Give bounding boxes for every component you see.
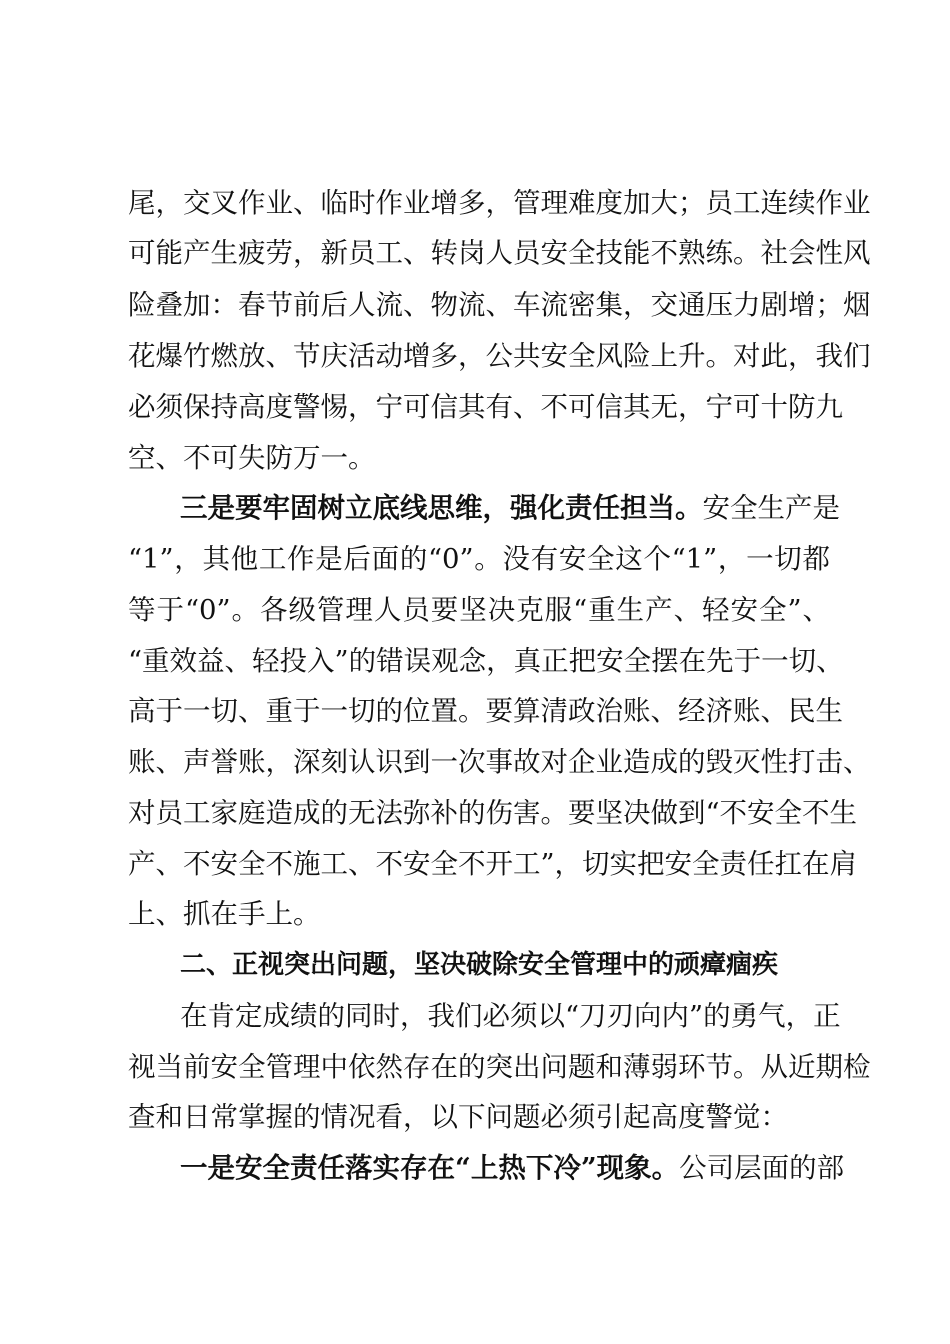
- paragraph-4-lead: 一是安全责任落实存在“上热下冷”现象。: [180, 1152, 680, 1184]
- paragraph-2-line-4: “重效益、轻投入”的错误观念，真正把安全摆在先于一切、: [128, 645, 844, 677]
- paragraph-3-line-1: 在肯定成绩的同时，我们必须以“刀刃向内”的勇气，正: [180, 1000, 841, 1032]
- paragraph-3-line-3: 查和日常掌握的情况看，以下问题必须引起高度警觉：: [128, 1101, 788, 1133]
- paragraph-1-line-6: 空、不可失防万一。: [128, 442, 376, 474]
- paragraph-2-line-5: 高于一切、重于一切的位置。要算清政治账、经济账、民生: [128, 695, 843, 727]
- paragraph-1-line-2: 可能产生疲劳，新员工、转岗人员安全技能不熟练。社会性风: [128, 237, 871, 269]
- paragraph-1-line-4: 花爆竹燃放、节庆活动增多，公共安全风险上升。对此，我们: [128, 340, 871, 372]
- paragraph-3-line-2: 视当前安全管理中依然存在的突出问题和薄弱环节。从近期检: [128, 1051, 871, 1083]
- paragraph-1-line-1: 尾，交叉作业、临时作业增多，管理难度加大；员工连续作业: [128, 187, 871, 219]
- paragraph-2-first-line-rest: 安全生产是: [702, 492, 840, 524]
- paragraph-2-line-2: “1”，其他工作是后面的“0”。没有安全这个“1”，一切都: [128, 543, 830, 575]
- paragraph-4-first-line-rest: 公司层面的部: [679, 1152, 845, 1184]
- paragraph-2-line-9: 上、抓在手上。: [128, 898, 321, 930]
- paragraph-2-lead: 三是要牢固树立底线思维，强化责任担当。: [180, 492, 703, 524]
- paragraph-2-line-8: 产、不安全不施工、不安全不开工”，切实把安全责任扛在肩: [128, 848, 858, 880]
- paragraph-2-line-7: 对员工家庭造成的无法弥补的伤害。要坚决做到“不安全不生: [128, 797, 858, 829]
- paragraph-1-line-5: 必须保持高度警惕，宁可信其有、不可信其无，宁可十防九: [128, 391, 843, 423]
- section-heading: 二、正视突出问题，坚决破除安全管理中的顽瘴痼疾: [180, 950, 779, 980]
- paragraph-4-line-1: [180, 1149, 845, 1187]
- paragraph-2-line-3: 等于“0”。各级管理人员要坚决克服“重生产、轻安全”、: [128, 594, 830, 626]
- paragraph-2-line-1: [180, 489, 840, 527]
- paragraph-1-line-3: 险叠加：春节前后人流、物流、车流密集，交通压力剧增；烟: [128, 289, 871, 321]
- paragraph-2-line-6: 账、声誉账，深刻认识到一次事故对企业造成的毁灭性打击、: [128, 746, 871, 778]
